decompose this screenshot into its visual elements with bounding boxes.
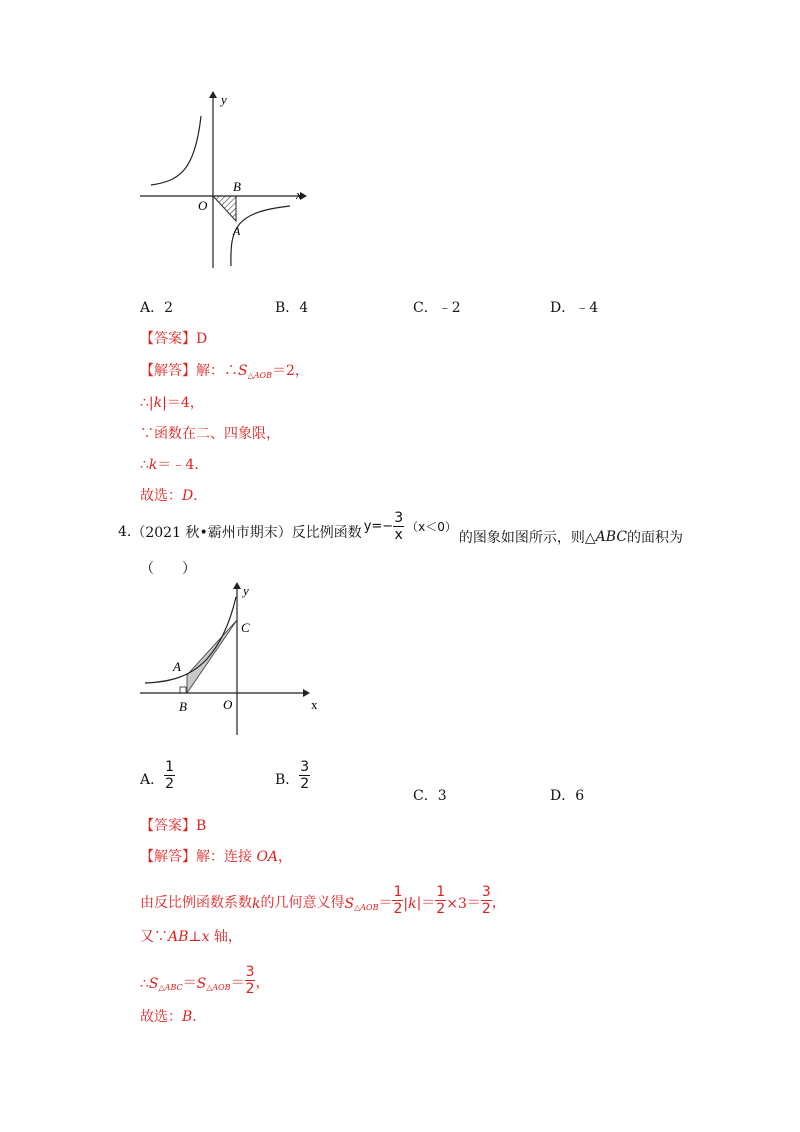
q4-option-d[interactable]: D．6 bbox=[550, 788, 585, 804]
q4-stem-post-2: 的面积为 bbox=[627, 530, 684, 546]
q3-area-value: ＝2， bbox=[271, 363, 309, 379]
q4-option-b-den: 2 bbox=[300, 776, 310, 792]
q3-answer-tag: 【答案】 bbox=[140, 331, 196, 347]
q4-l5-post: ． bbox=[192, 1009, 207, 1025]
q3-solution-line-2 bbox=[140, 392, 204, 412]
q4-label-x: x bbox=[311, 697, 318, 712]
q3-solution-line-3: ∵函数在二、四象限， bbox=[140, 426, 280, 442]
q4-solution-line-4 bbox=[140, 954, 269, 998]
q3-solution-intro: 解： bbox=[196, 363, 224, 379]
q3-therefore: ∴ bbox=[224, 363, 238, 379]
q4-l2-mid: 的几何意义得 bbox=[260, 895, 345, 911]
q4-l3-x: x bbox=[201, 929, 210, 945]
q4-formula-num: 3 bbox=[394, 509, 404, 526]
q4-l4-pre: ∴ bbox=[140, 976, 149, 992]
q4-option-b-fraction bbox=[299, 760, 310, 791]
q4-l2-f1-num: 1 bbox=[393, 884, 403, 900]
q4-l2-k: k bbox=[252, 896, 261, 912]
q4-l4-end: ， bbox=[255, 975, 270, 991]
q4-stem bbox=[118, 509, 684, 552]
q3-l2-pre: ∴| bbox=[140, 395, 154, 411]
q4-solution-oa: OA bbox=[256, 849, 279, 865]
q3-option-b[interactable]: B．4 bbox=[275, 300, 309, 316]
q4-x-arrow bbox=[303, 689, 310, 697]
q3-option-c[interactable]: C．﹣2 bbox=[413, 300, 461, 316]
q4-l4-den: 2 bbox=[245, 981, 255, 997]
q3-y-arrow bbox=[209, 91, 217, 98]
q4-answer-value: B bbox=[196, 818, 207, 834]
q3-answer bbox=[140, 328, 207, 348]
q3-l5-post: ． bbox=[193, 488, 208, 504]
q4-option-b-num: 3 bbox=[300, 759, 310, 775]
q4-label-o: O bbox=[223, 697, 233, 712]
q4-l4-eq: ＝ bbox=[182, 975, 197, 991]
q4-formula-fraction bbox=[393, 511, 404, 542]
q4-l2-area-symbol: S bbox=[344, 896, 355, 912]
q3-l4-post: ＝﹣4． bbox=[157, 457, 209, 473]
q3-label-y: y bbox=[221, 92, 227, 107]
q4-l2-f2-num: 1 bbox=[436, 884, 446, 900]
q4-option-a-fraction bbox=[164, 760, 175, 791]
q4-l3-post: 轴， bbox=[209, 929, 242, 945]
q4-l2-end: ， bbox=[491, 895, 506, 911]
q4-l2-area-subscript: △AOB bbox=[354, 903, 379, 912]
q4-solution-tag: 【解答】 bbox=[140, 849, 196, 865]
q4-l2-fraction-1 bbox=[392, 885, 403, 916]
q4-answer bbox=[140, 815, 206, 835]
q4-y-arrow bbox=[233, 582, 241, 589]
q4-formula-y: y= bbox=[363, 518, 383, 534]
q3-option-d[interactable]: D．﹣4 bbox=[550, 300, 599, 316]
q4-l2-eq2: ＝ bbox=[466, 895, 481, 911]
q4-l2-abs-pre: | bbox=[403, 896, 409, 912]
q4-l3-ab: AB bbox=[168, 929, 189, 945]
q3-label-b: B bbox=[233, 179, 241, 194]
q4-graph bbox=[135, 577, 335, 742]
q4-number: 4. bbox=[118, 524, 132, 540]
q4-option-a-letter: A． bbox=[140, 772, 165, 788]
q4-option-b[interactable] bbox=[275, 760, 310, 791]
q4-option-b-letter: B． bbox=[275, 772, 300, 788]
q4-label-y: y bbox=[243, 583, 249, 598]
q4-l4-area1-symbol: S bbox=[148, 976, 159, 992]
q4-l4-num: 3 bbox=[245, 964, 255, 980]
q3-l2-k: k bbox=[153, 395, 163, 411]
q4-l2-f3-den: 2 bbox=[481, 901, 491, 917]
q3-l4-k: k bbox=[148, 457, 158, 473]
q4-solution-line-5 bbox=[140, 1006, 206, 1026]
q3-graph bbox=[135, 88, 310, 273]
q4-stem-pre: （2021 秋•霸州市期末）反比例函数 bbox=[131, 525, 362, 541]
q4-option-a-num: 1 bbox=[165, 759, 175, 775]
q4-l5-ans: B bbox=[182, 1009, 193, 1025]
q3-solution-tag: 【解答】 bbox=[140, 363, 196, 379]
q4-stem-post-1: 的图象如图所示，则△ bbox=[458, 530, 596, 546]
q4-formula-cond: （x＜0） bbox=[406, 519, 457, 534]
q4-l2-fraction-2 bbox=[435, 885, 446, 916]
q4-label-b: B bbox=[179, 699, 187, 714]
q4-blank: （ ） bbox=[140, 561, 196, 577]
q4-l2-f3-num: 3 bbox=[481, 884, 491, 900]
q4-l4-fraction bbox=[245, 965, 256, 996]
q3-solution-line-5 bbox=[140, 485, 207, 505]
q4-answer-tag: 【答案】 bbox=[140, 818, 196, 834]
q3-area-symbol: S bbox=[238, 363, 248, 379]
q4-stem-abc: ABC bbox=[595, 529, 628, 545]
q4-option-a-den: 2 bbox=[165, 776, 175, 792]
q4-formula-sign: − bbox=[382, 518, 394, 534]
q4-l4-area2-subscript: △AOB bbox=[206, 983, 231, 992]
q3-l5-pre: 故选： bbox=[140, 488, 182, 504]
q3-label-x: x bbox=[296, 187, 302, 202]
q3-area-subscript: △AOB bbox=[247, 371, 272, 380]
q3-l4-pre: ∴ bbox=[140, 457, 149, 473]
q4-l2-pre: 由反比例函数系数 bbox=[140, 895, 252, 911]
q3-curve-upper bbox=[151, 116, 201, 185]
q4-l2-eq: ＝ bbox=[378, 895, 393, 911]
q4-right-angle-marker bbox=[180, 687, 186, 693]
q3-l5-ans: D bbox=[182, 488, 194, 504]
q4-l2-abs-k: k bbox=[408, 896, 417, 912]
q4-formula-den: x bbox=[394, 526, 403, 543]
q4-triangle-abc bbox=[187, 620, 237, 693]
q4-l2-f2-den: 2 bbox=[436, 901, 446, 917]
q3-answer-value: D bbox=[196, 331, 208, 347]
q4-solution-line-3 bbox=[140, 926, 242, 946]
q4-l2-times: ×3 bbox=[446, 896, 467, 912]
q4-l3-perp: ⊥ bbox=[188, 929, 202, 945]
q4-l2-f1-den: 2 bbox=[393, 901, 403, 917]
q4-option-c[interactable]: C．3 bbox=[413, 788, 447, 804]
q4-label-c: C bbox=[241, 620, 250, 635]
q3-solution-line-1 bbox=[140, 360, 309, 380]
q3-option-a[interactable]: A．2 bbox=[140, 300, 174, 316]
q4-solution-line-1 bbox=[140, 846, 292, 866]
q4-l4-area1-subscript: △ABC bbox=[158, 983, 183, 992]
q3-l2-post: |＝4， bbox=[162, 395, 204, 411]
q4-l4-eq2: ＝ bbox=[230, 975, 245, 991]
q3-triangle-aob bbox=[213, 196, 236, 221]
q4-l5-pre: 故选： bbox=[140, 1009, 182, 1025]
q4-solution-intro: 解：连接 bbox=[196, 849, 257, 865]
q4-label-a: A bbox=[173, 659, 181, 674]
q3-solution-line-4 bbox=[140, 454, 208, 474]
q4-formula bbox=[364, 511, 457, 542]
q3-label-o: O bbox=[198, 198, 208, 213]
q4-solution-line-2 bbox=[140, 872, 506, 918]
q4-solution-intro-post: ， bbox=[278, 849, 293, 865]
q4-l2-fraction-3 bbox=[481, 885, 492, 916]
q3-label-a: A bbox=[233, 224, 241, 238]
q4-l2-abs-post: |＝ bbox=[416, 895, 436, 911]
q4-l3-pre: 又∵ bbox=[140, 929, 168, 945]
q4-option-a[interactable] bbox=[140, 760, 175, 791]
q4-l4-area2-symbol: S bbox=[196, 976, 207, 992]
